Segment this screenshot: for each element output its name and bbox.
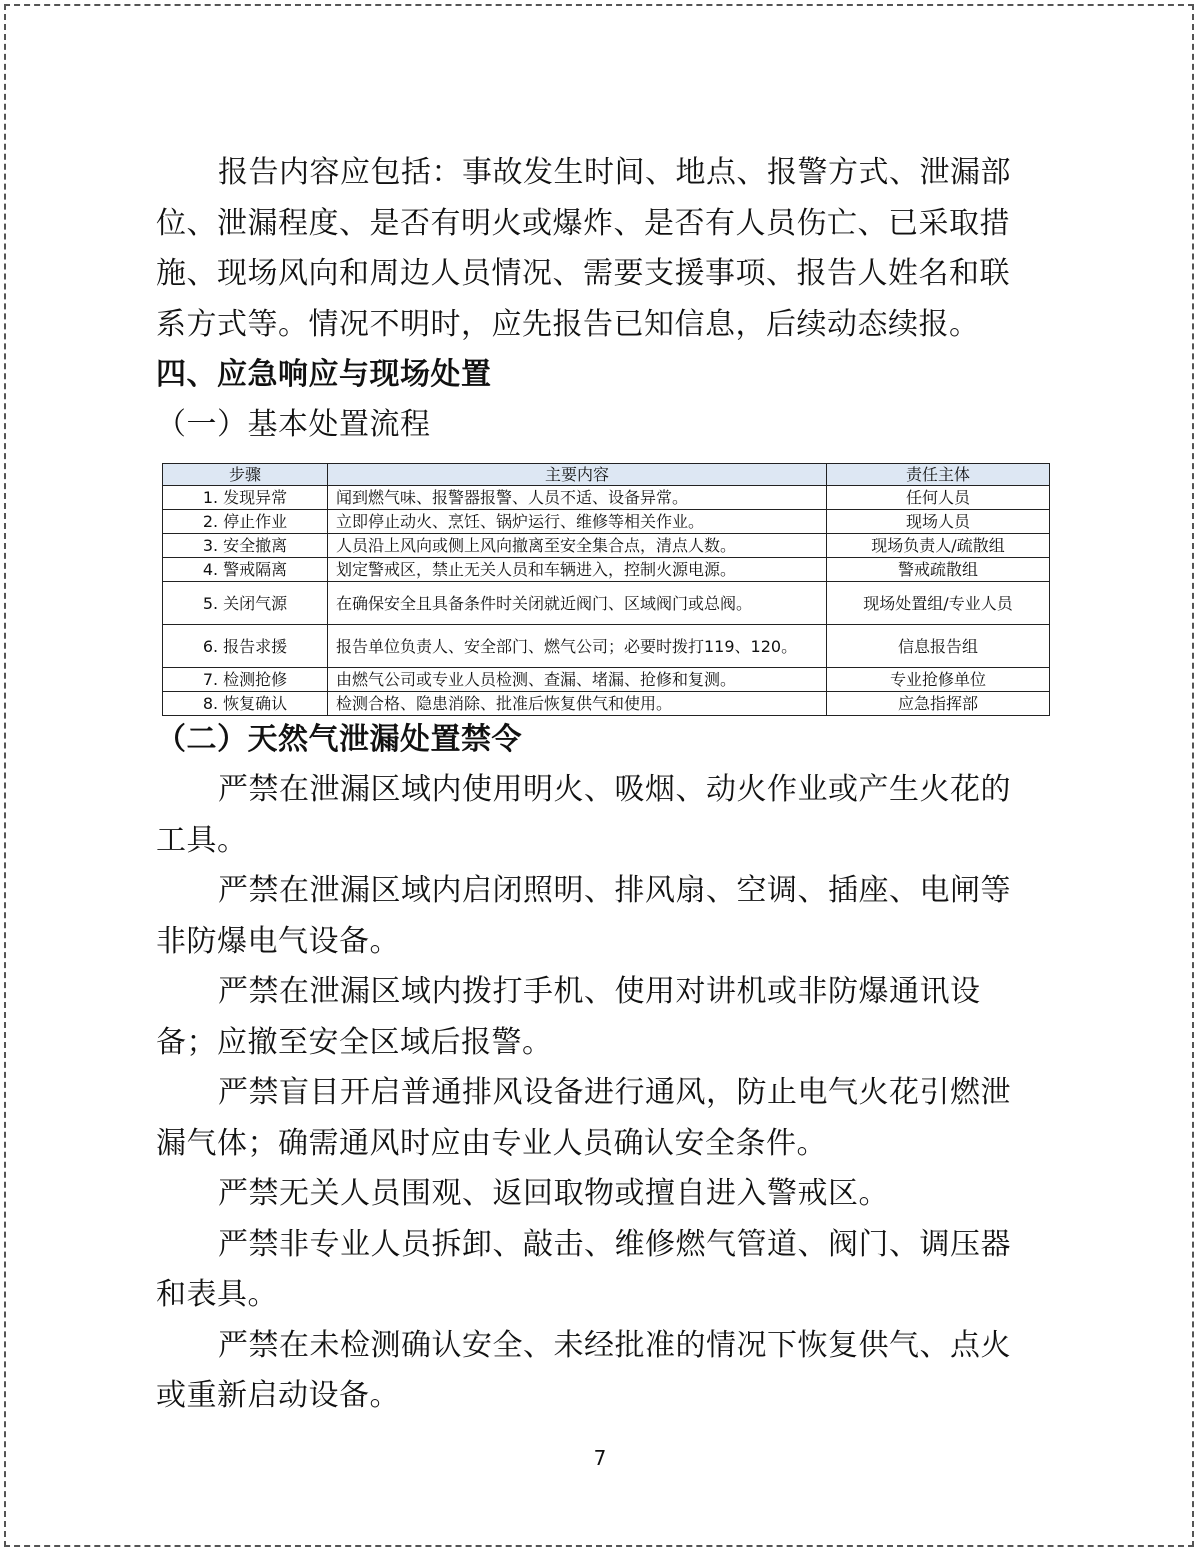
owner-cell: 现场负责人/疏散组 bbox=[827, 534, 1050, 558]
subsection-heading-2: （二）天然气泄漏处置禁令 bbox=[156, 722, 522, 757]
owner-cell: 现场处置组/专业人员 bbox=[827, 582, 1050, 625]
content-cell: 检测合格、隐患消除、批准后恢复供气和使用。 bbox=[328, 692, 827, 716]
document-body bbox=[156, 148, 1036, 450]
step-cell: 8. 恢复确认 bbox=[163, 692, 328, 716]
step-cell: 5. 关闭气源 bbox=[163, 582, 328, 625]
step-cell: 1. 发现异常 bbox=[163, 486, 328, 510]
table-header: 主要内容 bbox=[328, 464, 827, 486]
table-header-row bbox=[163, 464, 1050, 486]
prohibition-paragraph: 严禁在泄漏区域内拨打手机、使用对讲机或非防爆通讯设备；应撤至安全区域后报警。 bbox=[156, 974, 981, 1060]
prohibition-paragraph: 严禁盲目开启普通排风设备进行通风，防止电气火花引燃泄漏气体；确需通风时应由专业人员确认安全条件。 bbox=[156, 1075, 1011, 1161]
content-cell: 闻到燃气味、报警器报警、人员不适、设备异常。 bbox=[328, 486, 827, 510]
prohibition-paragraph: 严禁在泄漏区域内使用明火、吸烟、动火作业或产生火花的工具。 bbox=[156, 772, 1011, 858]
table-row bbox=[163, 625, 1050, 668]
content-cell: 报告单位负责人、安全部门、燃气公司；必要时拨打119、120。 bbox=[328, 625, 827, 668]
owner-cell: 信息报告组 bbox=[827, 625, 1050, 668]
table-row bbox=[163, 486, 1050, 510]
process-table bbox=[162, 463, 1050, 716]
table-row bbox=[163, 558, 1050, 582]
page-number: 7 bbox=[593, 1446, 607, 1470]
step-cell: 6. 报告求援 bbox=[163, 625, 328, 668]
table-row bbox=[163, 534, 1050, 558]
content-cell: 由燃气公司或专业人员检测、查漏、堵漏、抢修和复测。 bbox=[328, 668, 827, 692]
content-cell: 划定警戒区，禁止无关人员和车辆进入，控制火源电源。 bbox=[328, 558, 827, 582]
step-cell: 7. 检测抢修 bbox=[163, 668, 328, 692]
owner-cell: 任何人员 bbox=[827, 486, 1050, 510]
table-row bbox=[163, 668, 1050, 692]
prohibition-paragraph: 严禁无关人员围观、返回取物或擅自进入警戒区。 bbox=[218, 1176, 889, 1211]
step-cell: 2. 停止作业 bbox=[163, 510, 328, 534]
owner-cell: 应急指挥部 bbox=[827, 692, 1050, 716]
owner-cell: 现场人员 bbox=[827, 510, 1050, 534]
prohibition-paragraph: 严禁在泄漏区域内启闭照明、排风扇、空调、插座、电闸等非防爆电气设备。 bbox=[156, 873, 1011, 959]
intro-paragraph: 报告内容应包括：事故发生时间、地点、报警方式、泄漏部位、泄漏程度、是否有明火或爆炸、是否有人员伤亡、已采取措施、现场风向和周边人员情况、需要支援事项、报告人姓名和联系方式等。情况不明时，应先报告已知信息，后续动态续报。 bbox=[156, 155, 1011, 342]
owner-cell: 专业抢修单位 bbox=[827, 668, 1050, 692]
content-cell: 在确保安全且具备条件时关闭就近阀门、区域阀门或总阀。 bbox=[328, 582, 827, 625]
owner-cell: 警戒疏散组 bbox=[827, 558, 1050, 582]
table-header: 责任主体 bbox=[827, 464, 1050, 486]
table-row bbox=[163, 692, 1050, 716]
content-cell: 人员沿上风向或侧上风向撤离至安全集合点，清点人数。 bbox=[328, 534, 827, 558]
table-row bbox=[163, 510, 1050, 534]
prohibition-paragraph: 严禁在未检测确认安全、未经批准的情况下恢复供气、点火或重新启动设备。 bbox=[156, 1327, 1011, 1413]
prohibition-paragraph: 严禁非专业人员拆卸、敲击、维修燃气管道、阀门、调压器和表具。 bbox=[156, 1226, 1011, 1312]
content-cell: 立即停止动火、烹饪、锅炉运行、维修等相关作业。 bbox=[328, 510, 827, 534]
section-heading: 四、应急响应与现场处置 bbox=[156, 357, 492, 392]
prohibitions-section bbox=[156, 715, 1036, 1422]
subsection-heading-1: （一）基本处置流程 bbox=[156, 407, 431, 442]
table-row bbox=[163, 582, 1050, 625]
step-cell: 3. 安全撤离 bbox=[163, 534, 328, 558]
step-cell: 4. 警戒隔离 bbox=[163, 558, 328, 582]
table-header: 步骤 bbox=[163, 464, 328, 486]
